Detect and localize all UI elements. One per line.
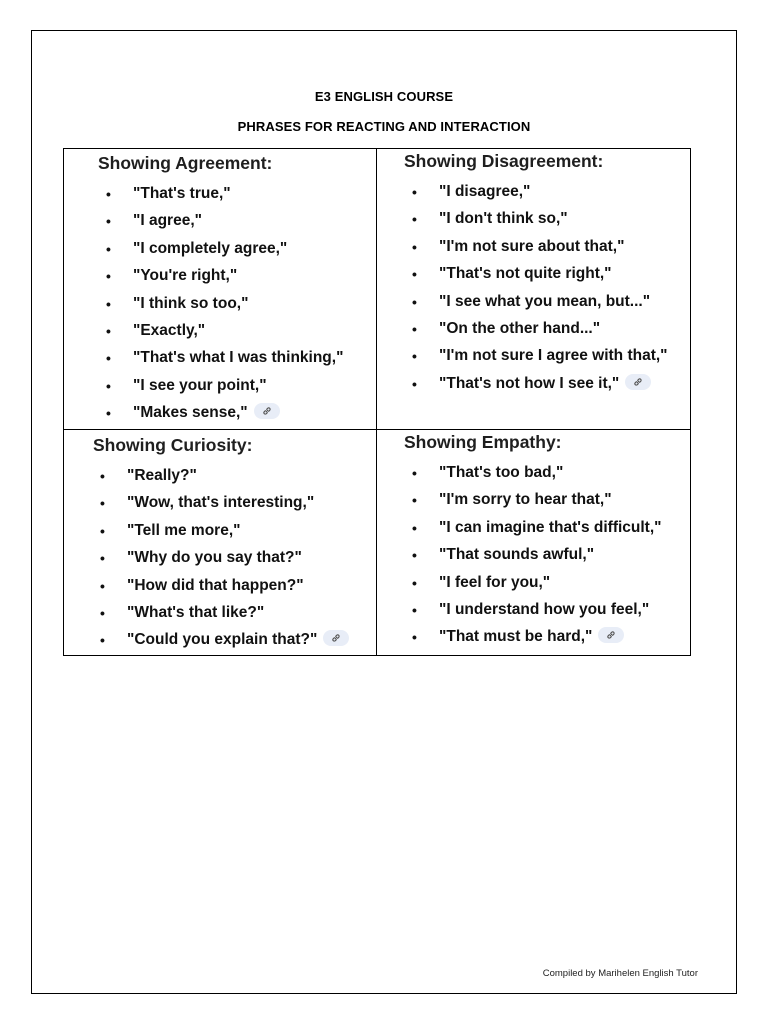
phrase-text: "I feel for you," — [439, 573, 551, 591]
bullet-dot: • — [100, 604, 105, 621]
phrase-text: "How did that happen?" — [127, 576, 304, 594]
heading-curiosity: Showing Curiosity: — [93, 435, 253, 455]
phrase-item — [412, 320, 668, 347]
bullet-dot: • — [412, 320, 417, 337]
bullet-dot: • — [412, 266, 417, 283]
bullet-dot: • — [106, 268, 111, 285]
phrase-item — [412, 347, 668, 374]
phrase-item — [106, 377, 343, 404]
heading-disagreement: Showing Disagreement: — [404, 151, 604, 171]
phrase-text: "Makes sense," — [133, 404, 248, 422]
bullet-dot: • — [412, 293, 417, 310]
phrase-text: "I see what you mean, but..." — [439, 292, 651, 310]
bullet-dot: • — [412, 547, 417, 564]
phrase-item — [106, 185, 343, 212]
phrase-text: "What's that like?" — [127, 603, 265, 621]
bullet-dot: • — [412, 519, 417, 536]
bullet-dot: • — [412, 184, 417, 200]
phrase-text: "Exactly," — [133, 321, 206, 339]
phrase-text: "I'm not sure about that," — [439, 237, 625, 255]
bullet-dot: • — [412, 465, 417, 481]
phrase-text: "Tell me more," — [127, 521, 241, 539]
phrase-item — [106, 212, 343, 239]
bullet-dot: • — [106, 240, 111, 257]
phrase-item — [100, 604, 349, 631]
phrase-text: "That's not how I see it," — [439, 374, 620, 392]
phrase-item — [106, 404, 343, 431]
link-icon[interactable] — [323, 630, 349, 646]
cell-disagreement — [404, 151, 603, 172]
list-curiosity — [100, 467, 349, 659]
bullet-dot: • — [412, 629, 417, 646]
course-title: E3 ENGLISH COURSE — [314, 89, 454, 104]
cell-agreement — [98, 153, 272, 174]
phrase-item — [412, 238, 668, 265]
cell-empathy — [404, 432, 562, 453]
phrase-text: "I completely agree," — [133, 239, 288, 257]
phrase-item — [412, 574, 662, 601]
heading-empathy: Showing Empathy: — [404, 432, 562, 452]
bullet-dot: • — [412, 375, 417, 392]
bullet-dot: • — [100, 522, 105, 539]
phrase-text: "I don't think so," — [439, 210, 568, 228]
phrase-text: "That's true," — [133, 185, 231, 202]
bullet-dot: • — [100, 632, 105, 649]
phrase-text: "I can imagine that's difficult," — [439, 518, 662, 536]
phrase-item — [106, 349, 343, 376]
bullet-dot: • — [100, 495, 105, 512]
phrase-item — [100, 549, 349, 576]
heading-agreement: Showing Agreement: — [98, 153, 273, 173]
bullet-dot: • — [100, 550, 105, 567]
phrase-text: "On the other hand..." — [439, 319, 601, 337]
phrase-item — [412, 601, 662, 628]
page-subtitle: PHRASES FOR REACTING AND INTERACTION — [237, 119, 531, 134]
phrase-text: "Wow, that's interesting," — [127, 494, 315, 512]
phrase-item — [412, 546, 662, 573]
bullet-dot: • — [412, 211, 417, 228]
phrase-item — [412, 293, 668, 320]
list-disagreement — [412, 183, 668, 402]
phrase-text: "Why do you say that?" — [127, 549, 302, 567]
bullet-dot: • — [412, 348, 417, 365]
bullet-dot: • — [106, 322, 111, 339]
link-icon[interactable] — [254, 403, 280, 419]
phrase-text: "That's not quite right," — [439, 265, 612, 283]
phrase-item — [412, 183, 668, 210]
phrase-item — [100, 631, 349, 658]
phrase-item — [106, 267, 343, 294]
phrase-item — [412, 519, 662, 546]
phrase-item — [106, 322, 343, 349]
table-divider-vertical — [376, 148, 377, 656]
phrase-text: "I understand how you feel," — [439, 600, 650, 618]
cell-curiosity — [93, 435, 252, 456]
phrase-text: "That sounds awful," — [439, 546, 595, 564]
phrase-item — [412, 628, 662, 655]
phrase-text: "You're right," — [133, 267, 238, 285]
phrase-text: "I'm not sure I agree with that," — [439, 347, 668, 365]
phrase-text: "I see your point," — [133, 376, 267, 394]
phrase-item — [106, 295, 343, 322]
bullet-dot: • — [106, 350, 111, 367]
bullet-dot: • — [100, 468, 105, 484]
bullet-dot: • — [106, 405, 111, 422]
phrase-item — [412, 210, 668, 237]
bullet-dot: • — [100, 577, 105, 594]
phrase-item — [100, 522, 349, 549]
phrase-text: "I think so too," — [133, 294, 249, 312]
link-icon[interactable] — [625, 374, 651, 390]
bullet-dot: • — [412, 492, 417, 509]
phrase-item — [412, 375, 668, 402]
bullet-dot: • — [412, 574, 417, 591]
footer-credit: Compiled by Marihelen English Tutor — [542, 968, 698, 979]
phrase-item — [100, 467, 349, 494]
phrase-item — [412, 464, 662, 491]
bullet-dot: • — [412, 601, 417, 618]
phrase-item — [412, 265, 668, 292]
link-icon[interactable] — [598, 627, 624, 643]
phrase-text: "That must be hard," — [439, 628, 593, 646]
phrase-text: "That's too bad," — [439, 464, 564, 481]
phrase-text: "Could you explain that?" — [127, 631, 318, 649]
phrase-text: "I disagree," — [439, 183, 531, 200]
phrase-text: "I agree," — [133, 212, 202, 230]
list-agreement — [106, 185, 343, 432]
bullet-dot: • — [106, 377, 111, 394]
phrase-item — [412, 491, 662, 518]
phrase-text: "Really?" — [127, 467, 197, 484]
phrase-item — [100, 494, 349, 521]
bullet-dot: • — [106, 213, 111, 230]
phrase-text: "That's what I was thinking," — [133, 349, 344, 367]
bullet-dot: • — [412, 238, 417, 255]
phrase-item — [100, 577, 349, 604]
list-empathy — [412, 464, 662, 656]
phrase-item — [106, 240, 343, 267]
phrase-text: "I'm sorry to hear that," — [439, 491, 612, 509]
bullet-dot: • — [106, 295, 111, 312]
bullet-dot: • — [106, 186, 111, 202]
